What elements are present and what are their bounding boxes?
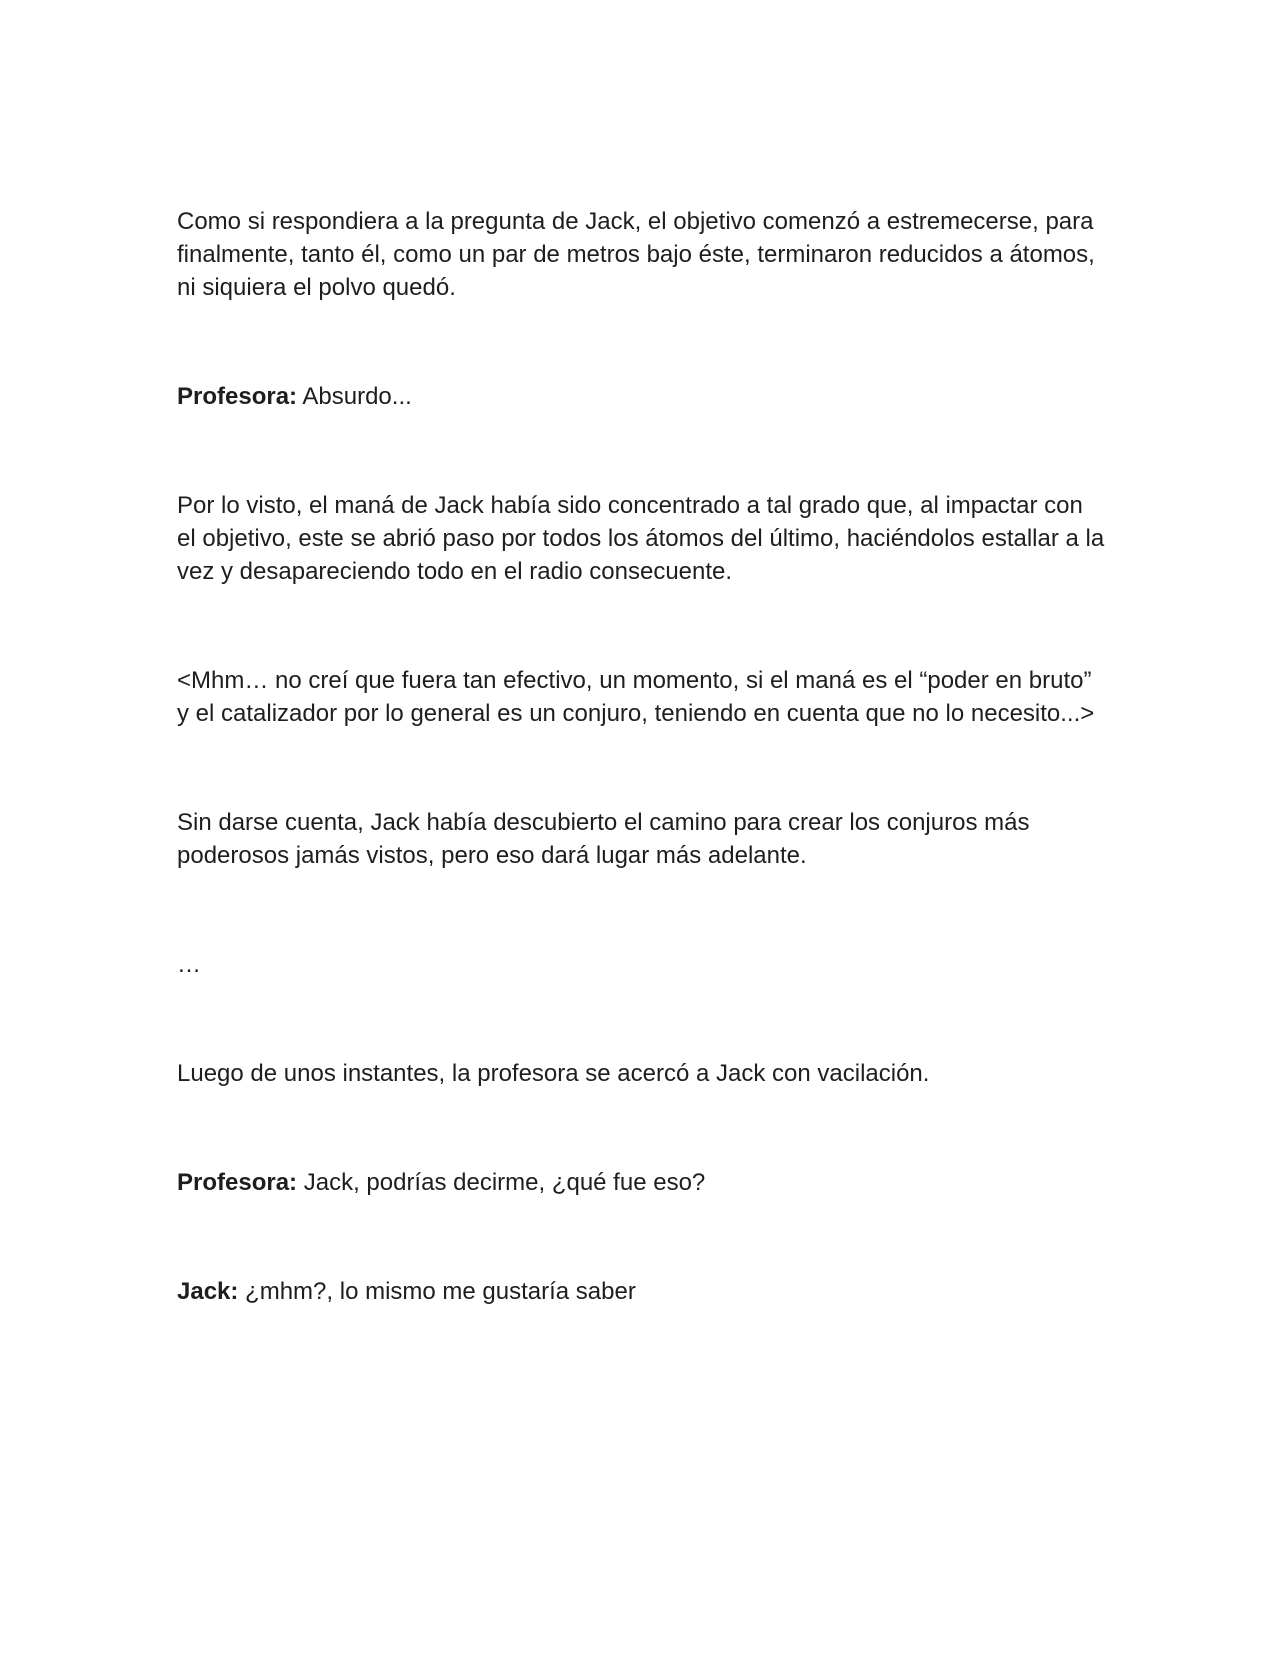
document-body: [177, 205, 1107, 1308]
paragraph-spacer: [177, 730, 1107, 806]
paragraph-spacer: [177, 872, 1107, 948]
paragraph-spacer: [177, 1199, 1107, 1275]
speaker-name: Profesora:: [177, 383, 298, 410]
dialogue-text: ¿mhm?, lo mismo me gustaría saber: [238, 1278, 636, 1305]
dialogue-text: Absurdo...: [297, 383, 412, 410]
paragraph-spacer: [177, 588, 1107, 664]
paragraph-narration-3: Sin darse cuenta, Jack había descubierto el camino para crear los conjuros más poderosos jamás vistos, pero eso dará lugar más adelante.: [177, 809, 1030, 869]
dialogue-text: Jack, podrías decirme, ¿qué fue eso?: [297, 1169, 706, 1196]
paragraph-spacer: [177, 304, 1107, 380]
dialogue-line-profesora-1: [177, 380, 1107, 413]
paragraph-narration-2: Por lo visto, el maná de Jack había sido concentrado a tal grado que, al impactar con el objetivo, este se abrió paso por todos los átomos del último, haciéndolos estallar a la vez y desapareciendo todo en el radio consecuente.: [177, 492, 1105, 585]
speaker-name: Profesora:: [177, 1169, 298, 1196]
paragraph-thought: <Mhm… no creí que fuera tan efectivo, un momento, si el maná es el “poder en bruto” y el catalizador por lo general es un conjuro, teniendo en cuenta que no lo necesito...>: [177, 667, 1095, 727]
scene-separator: …: [177, 951, 201, 978]
paragraph-narration-1: Como si respondiera a la pregunta de Jack, el objetivo comenzó a estremecerse, para finalmente, tanto él, como un par de metros bajo éste, terminaron reducidos a átomos, ni siquiera el polvo quedó.: [177, 208, 1095, 301]
paragraph-narration-4: Luego de unos instantes, la profesora se acercó a Jack con vacilación.: [177, 1060, 930, 1087]
paragraph-spacer: [177, 981, 1107, 1057]
speaker-name: Jack:: [177, 1278, 239, 1305]
dialogue-line-jack: [177, 1275, 1107, 1308]
paragraph-spacer: [177, 413, 1107, 489]
paragraph-spacer: [177, 1090, 1107, 1166]
dialogue-line-profesora-2: [177, 1166, 1107, 1199]
